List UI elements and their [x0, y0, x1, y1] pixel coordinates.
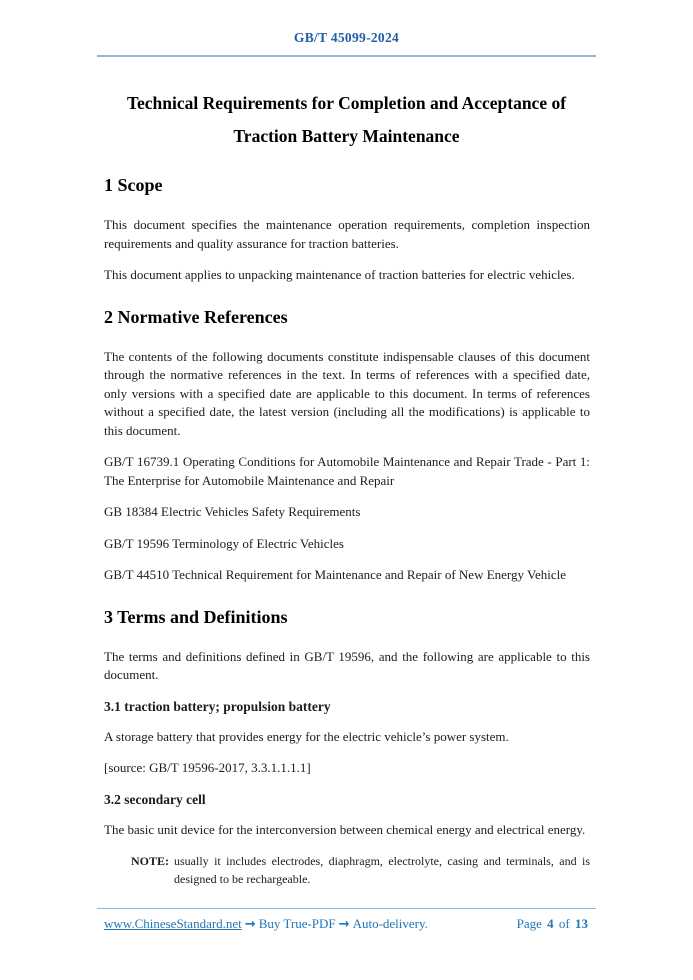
- normative-references-intro: The contents of the following documents constitute indispensable clauses of this document through the normative references in the text. In terms of references with a specified date, only versions with a specified date are applicable to this document. In terms of references without a specified date, the latest version (including all the modifications) is applicable to this document.: [104, 348, 590, 438]
- page-indicator: [517, 916, 590, 932]
- header-divider: [97, 55, 596, 57]
- page-footer: [0, 908, 693, 932]
- page-label: Page: [516, 916, 542, 931]
- term-3-1-source: [source: GB/T 19596-2017, 3.3.1.1.1.1]: [104, 760, 311, 775]
- footer-divider: [97, 908, 596, 909]
- footer-buy-text: Buy True-PDF: [258, 916, 336, 931]
- document-title: [90, 87, 603, 153]
- document-title-line1: Technical Requirements for Completion and Acceptance of: [126, 93, 567, 113]
- term-heading-3-1: 3.1 traction battery; propulsion battery: [104, 698, 331, 714]
- term-3-1-definition: A storage battery that provides energy for the electric vehicle’s power system.: [104, 728, 509, 744]
- footer-left: [104, 916, 428, 932]
- footer-delivery-text: Auto-delivery.: [352, 916, 428, 931]
- section-heading-scope: 1 Scope: [104, 175, 163, 195]
- term-3-2-definition: The basic unit device for the interconversion between chemical energy and electrical energy.: [104, 821, 586, 837]
- total-page-number: 13: [575, 916, 588, 931]
- section-heading-normative-references: 2 Normative References: [104, 306, 288, 327]
- reference-item: GB 18384 Electric Vehicles Safety Requirements: [104, 504, 361, 519]
- doc-number-header: GB/T 45099-2024: [293, 30, 400, 45]
- scope-paragraph-1: This document specifies the maintenance operation requirements, completion inspection requirements and quality assurance for traction batteries.: [104, 217, 590, 251]
- term-3-2-note: [131, 853, 590, 888]
- scope-paragraph-2: This document applies to unpacking maintenance of traction batteries for electric vehicles.: [104, 267, 575, 282]
- section-heading-terms: 3 Terms and Definitions: [104, 606, 288, 627]
- note-label: NOTE:: [131, 854, 170, 868]
- right-arrow-icon: →: [244, 917, 256, 932]
- document-body: [104, 175, 590, 888]
- term-heading-3-2: 3.2 secondary cell: [104, 791, 206, 807]
- reference-item: GB/T 19596 Terminology of Electric Vehicles: [104, 535, 344, 551]
- current-page-number: 4: [547, 916, 554, 931]
- note-text: usually it includes electrodes, diaphragm, electrolyte, casing and terminals, and is designed to be rechargeable.: [174, 854, 590, 886]
- chinesestandard-link[interactable]: www.ChineseStandard.net: [104, 916, 242, 931]
- terms-intro: The terms and definitions defined in GB/T 19596, and the following are applicable to this document.: [104, 648, 590, 682]
- of-label: of: [558, 916, 570, 931]
- right-arrow-icon: →: [338, 917, 350, 932]
- reference-item: GB/T 16739.1 Operating Conditions for Automobile Maintenance and Repair Trade - Part 1: The Enterprise for Automobile Maintenance and Repair: [104, 454, 590, 488]
- reference-item: GB/T 44510 Technical Requirement for Maintenance and Repair of New Energy Vehicle: [104, 567, 567, 582]
- document-title-line2: Traction Battery Maintenance: [233, 126, 460, 146]
